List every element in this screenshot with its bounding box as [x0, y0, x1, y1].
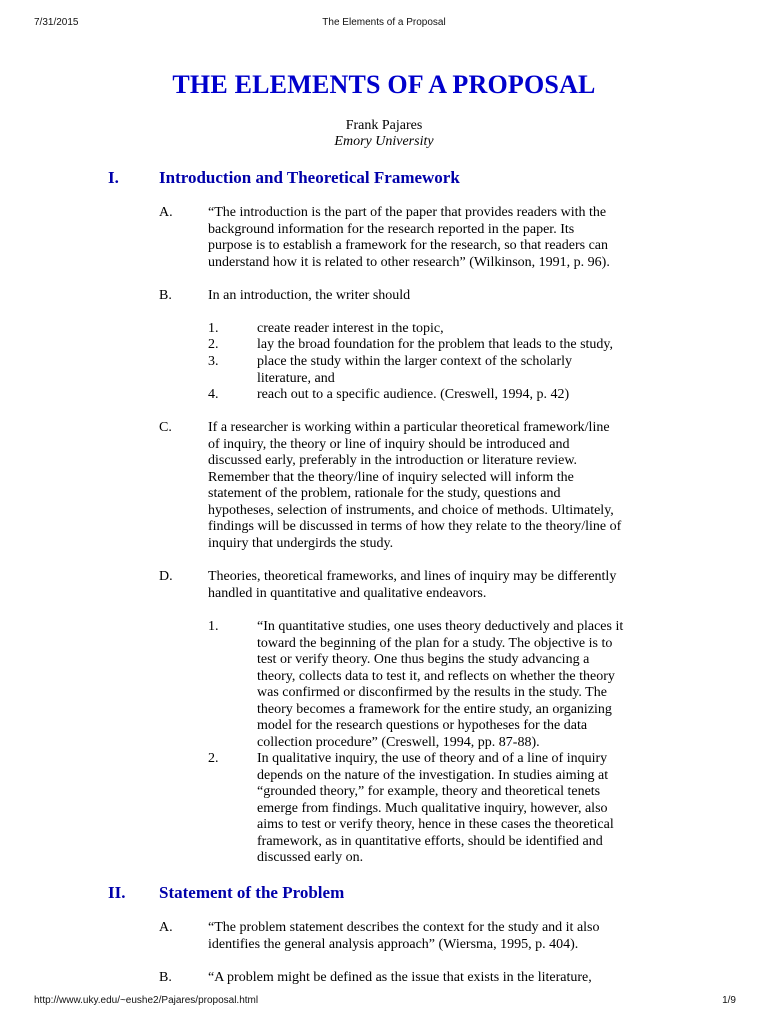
list-number: 2.	[208, 337, 219, 352]
section-number: II.	[108, 883, 126, 902]
list-item: In qualitative inquiry, the use of theory and of a line of inquiry depends on the nature of the investigation. In studies aiming at “grounded theory,” for example, theory and theoretical tenets emerge from findings. Much qualitative inquiry, however, also aims to test or verify theory, hence in these cases the theoretical framework, as in quantitative efforts, should be identified and discussed early on.	[257, 751, 614, 865]
list-number: 2.	[208, 751, 219, 766]
item-label: C.	[159, 420, 172, 435]
item-label: A.	[159, 205, 173, 220]
list-item: place the study within the larger context of the scholarly literature, and	[257, 354, 573, 386]
item-label: D.	[159, 569, 173, 584]
page-number: 1/9	[722, 995, 736, 1006]
section-heading: Introduction and Theoretical Framework	[159, 168, 460, 187]
paragraph: “The introduction is the part of the paper that provides readers with the background information for the research reported in the paper. Its purpose is to establish a framework for the research, so that readers can understand how it is related to other research” (Wilkinson, 1991, p. 96).	[208, 205, 610, 270]
author-affiliation: Emory University	[334, 134, 434, 149]
paragraph: In an introduction, the writer should	[208, 288, 411, 303]
paragraph: “A problem might be defined as the issue that exists in the literature,	[208, 970, 592, 985]
section-heading: Statement of the Problem	[159, 883, 345, 902]
list-number: 4.	[208, 387, 219, 402]
list-number: 1.	[208, 321, 219, 336]
document-title: THE ELEMENTS OF A PROPOSAL	[172, 70, 596, 99]
paragraph: Theories, theoretical frameworks, and lines of inquiry may be differently handled in quantitative and qualitative endeavors.	[208, 569, 617, 601]
list-number: 1.	[208, 619, 219, 634]
list-item: reach out to a specific audience. (Creswell, 1994, p. 42)	[257, 387, 570, 402]
print-header-title: The Elements of a Proposal	[322, 17, 446, 28]
paragraph: “The problem statement describes the context for the study and it also identifies the general analysis approach” (Wiersma, 1995, p. 404).	[208, 920, 600, 952]
list-item: lay the broad foundation for the problem that leads to the study,	[257, 337, 614, 352]
section-number: I.	[108, 168, 119, 187]
print-date: 7/31/2015	[34, 17, 79, 28]
list-item: “In quantitative studies, one uses theory deductively and places it toward the beginning of the plan for a study. The objective is to test or verify theory. One thus begins the study advancing a theory, collects data to test it, and reflects on whether the theory was confirmed or disconfirmed by the results in the study. The theory becomes a framework for the entire study, an organizing model for the research questions or hypotheses for the data collection procedure” (Creswell, 1994, pp. 87-88).	[257, 619, 624, 750]
author-name: Frank Pajares	[345, 118, 423, 133]
item-label: B.	[159, 970, 172, 985]
item-label: B.	[159, 288, 172, 303]
paragraph: If a researcher is working within a particular theoretical framework/line of inquiry, the theory or line of inquiry should be introduced and discussed early, preferably in the introduction or literature review. Remember that the theory/line of inquiry selected will inform the statement of the problem, rationale for the study, questions and hypotheses, selection of instruments, and choice of methods. Ultimately, findings will be discussed in terms of how they relate to the theory/line of inquiry that undergirds the study.	[208, 420, 622, 551]
print-footer-url: http://www.uky.edu/~eushe2/Pajares/proposal.html	[34, 995, 259, 1006]
list-number: 3.	[208, 354, 219, 369]
item-label: A.	[159, 920, 173, 935]
list-item: create reader interest in the topic,	[257, 321, 444, 336]
